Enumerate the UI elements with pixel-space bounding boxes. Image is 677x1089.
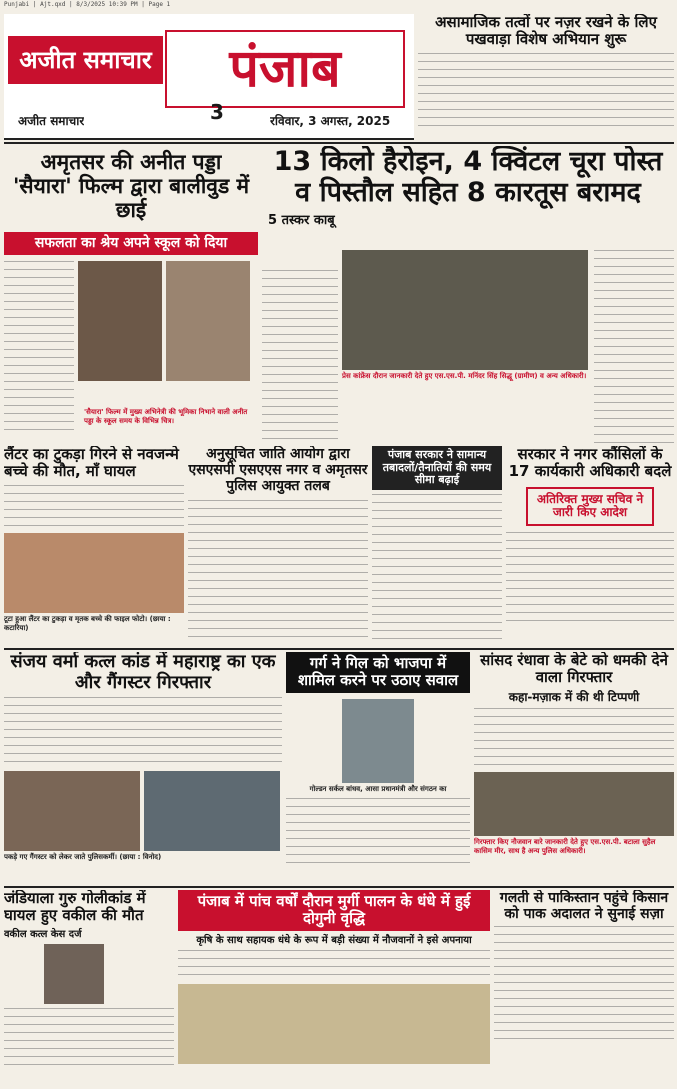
story-sanjay [4, 652, 282, 884]
divider [4, 648, 674, 650]
headline: गर्ग ने गिल को भाजपा में शामिल करने पर उठाए सवाल [286, 652, 470, 693]
photo-caption: टूटा हुआ लैंटर का टुकड़ा व मृतक बच्चे की फाइल फोटो। (छाया : कटारिया) [4, 614, 171, 632]
headline: पंजाब में पांच वर्षों दौरान मुर्गी पालन के धंधे में हुई दोगुनी वृद्धि [178, 890, 490, 931]
story-jandiala [4, 890, 174, 1086]
masthead-left-label: अजीत समाचार [18, 114, 85, 128]
headline: गलती से पाकिस्तान पहुंचे किसान को पाक अदालत ने सुनाई सज़ा [499, 890, 669, 923]
press-conference-photo [342, 250, 588, 370]
body-text [594, 250, 674, 446]
headline: असामाजिक तत्वों पर नज़र रखने के लिए पखवाड़ा विशेष अभियान शुरू [435, 14, 657, 49]
headline: संजय वर्मा कत्ल कांड में महाराष्ट्र का एक और गैंगस्टर गिरफ्तार [10, 652, 276, 693]
secretary-orders-box: अतिरिक्त मुख्य सचिव ने जारी किए आदेश [526, 487, 654, 527]
subheadline: वकील कत्ल केस दर्ज [4, 928, 82, 940]
body-text [494, 926, 674, 1046]
poultry-photo [178, 984, 490, 1064]
story-lintel [4, 446, 184, 646]
story-antisocial [418, 14, 674, 140]
headline: 13 किलो हैरोइन, 4 क्विंटल चूरा पोस्त व पिस्तौल सहित 8 कारतूस बरामद [273, 146, 663, 209]
anit-padda-photo [78, 261, 162, 381]
issue-date: रविवार, 3 अगस्त, 2025 [270, 114, 391, 128]
subheadline: सफलता का श्रेय अपने स्कूल को दिया [4, 232, 258, 254]
body-text [4, 261, 74, 433]
divider [4, 886, 674, 888]
headline: पंजाब सरकार ने सामान्य तबादलों/तैनातियों की समय सीमा बढ़ाई [372, 446, 502, 490]
body-text [178, 950, 490, 980]
punjab-section-logo: पंजाब [165, 30, 405, 108]
story-body-photos [4, 261, 258, 433]
body-text [262, 270, 338, 446]
photo-caption: प्रेस कांफ्रेंस दौरान जानकारी देते हुए एस.एस.पी. मनिंदर सिंह सिद्धू (ग्रामीण) व अन्य अधिकारी। [342, 372, 587, 380]
photo-caption: 'सैयारा' फिल्म में मुख्य अभिनेत्री की भूमिका निभाने वाली अनीत पड्डा के स्कूल समय के विभिन्न चित्र। [84, 408, 248, 425]
body-text [418, 53, 674, 131]
sanjay-photos [4, 771, 282, 851]
randhawa-photo [474, 772, 674, 836]
divider [4, 142, 674, 144]
garg-photo [342, 699, 414, 783]
gangster-photo-2 [144, 771, 280, 851]
story-randhawa [474, 652, 674, 884]
subheadline: कृषि के साथ सहायक धंधे के रूप में बड़ी संख्या में नौजवानों ने इसे अपनाया [196, 934, 472, 946]
headline: सरकार ने नगर कौंसिलों के 17 कार्यकारी अधिकारी बदले [508, 446, 672, 481]
story-heroin [262, 146, 674, 446]
body-text [4, 697, 282, 767]
body-text [474, 708, 674, 768]
headline: सांसद रंधावा के बेटे को धमकी देने वाला गिरफ्तार [480, 652, 668, 687]
story-sc-commission [188, 446, 368, 646]
story-council [506, 446, 674, 646]
photo-caption: गिरफ्तार किए नौजवान बारे जानकारी देते हुए एस.एस.पी. बटाला सुहैल कासिम मीर, साथ है अन्य पुलिस अधिकारी। [474, 838, 656, 856]
gangster-photo-1 [4, 771, 140, 851]
body-text [188, 500, 368, 640]
photo-caption: गोल्डन सर्कल बांधव, आसा प्रधानमंत्री और संगठन का [309, 784, 447, 793]
headline: अनुसूचित जाति आयोग द्वारा एसएसपी एसएएस नगर व अमृतसर पुलिस आयुक्त तलब [188, 446, 368, 495]
headline: जंडियाला गुरु गोलीकांड में घायल हुए वकील की मौत [4, 890, 146, 925]
story-transfer [372, 446, 502, 646]
subheadline: कहा-मज़ाक में की थी टिप्पणी [508, 689, 640, 704]
headline: अमृतसर की अनीत पड्डा 'सैयारा' फिल्म द्वारा बालीवुड में छाई [12, 150, 250, 223]
ajit-samachar-logo: अजीत समाचार [8, 36, 163, 84]
body-text [372, 494, 502, 644]
story-saiyaara [4, 146, 258, 466]
lintel-photo [4, 533, 184, 613]
story-garg [286, 652, 470, 884]
story-kisan [494, 890, 674, 1086]
body-text [286, 798, 470, 868]
body-text [4, 1008, 174, 1068]
body-text [4, 485, 184, 529]
page-number: 3 [210, 100, 224, 124]
lawyer-photo [44, 944, 104, 1004]
headline: लैंटर का टुकड़ा गिरने से नवजन्मे बच्चे की मौत, माँ घायल [4, 446, 179, 481]
subheadline: 5 तस्कर काबू [268, 213, 335, 229]
photo-caption: पकड़े गए गैंगस्टर को लेकर जाते पुलिसकर्मी। (छाया : विनोद) [4, 853, 162, 862]
body-text [506, 532, 674, 622]
anit-padda-school-photo [166, 261, 250, 381]
print-slug: Punjabi | Ajt.qxd | 8/3/2025 10:39 PM | Page 1 [4, 1, 171, 8]
story-poultry [178, 890, 490, 1086]
